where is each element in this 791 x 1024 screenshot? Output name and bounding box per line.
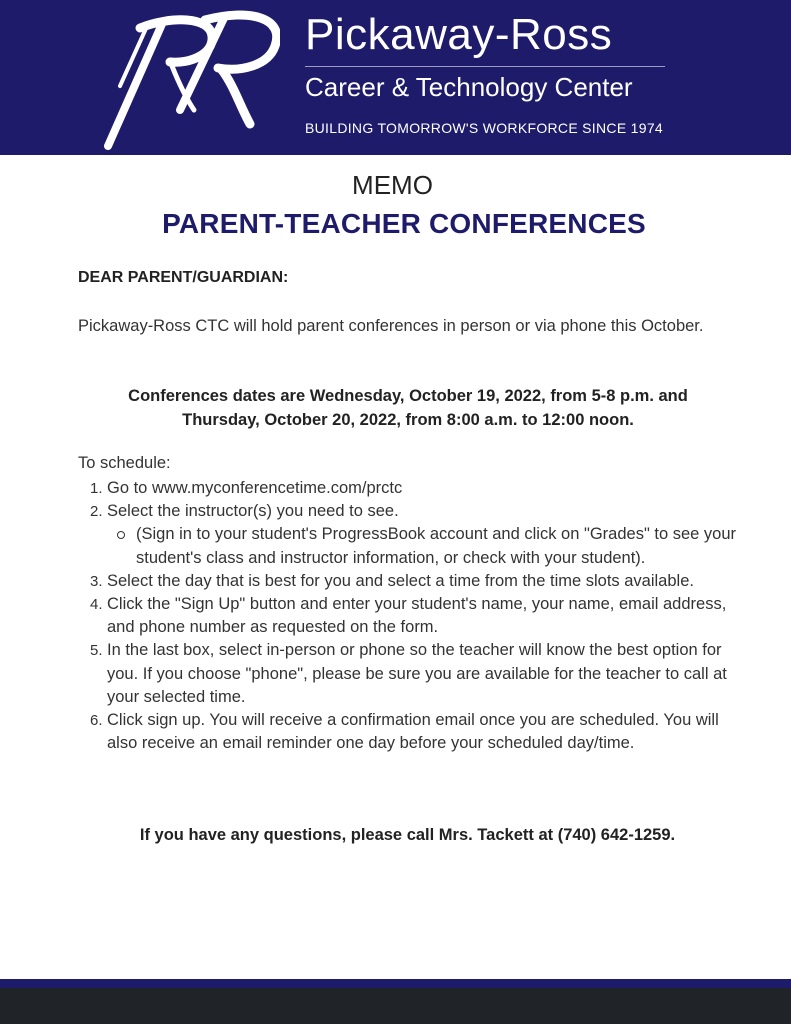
step-number: 2. [90, 503, 103, 521]
step-text: Click the "Sign Up" button and enter your student's name, your name, email address, and phone number as requested on the form. [107, 595, 727, 637]
circle-bullet-icon [117, 531, 125, 539]
step-text: Go to www.myconferencetime.com/prctc [107, 479, 403, 497]
step-number: 1. [90, 480, 103, 497]
list-item [90, 639, 737, 709]
intro-paragraph: Pickaway-Ross CTC will hold parent conferences in person or via phone this October. [78, 317, 704, 335]
greeting: DEAR PARENT/GUARDIAN: [78, 269, 289, 286]
step-text: In the last box, select in-person or phone so the teacher will know the best option for you. If you choose "phone", please be sure you are available for the teacher to call at your selected time. [107, 641, 727, 706]
list-item [90, 593, 737, 639]
header-banner [0, 0, 791, 155]
step-number: 3. [90, 572, 103, 590]
brand-divider [305, 66, 665, 67]
dates-line-1: Conferences dates are Wednesday, October 19, 2022, from 5-8 p.m. and [128, 387, 688, 405]
step-text: Click sign up. You will receive a confirmation email once you are scheduled. You will also receive an email reminder one day before your scheduled day/time. [107, 711, 719, 753]
conference-dates [78, 384, 738, 432]
step-number: 4. [90, 596, 103, 614]
schedule-label: To schedule: [78, 454, 171, 472]
list-item [90, 570, 737, 593]
org-subtitle: Career & Technology Center [305, 72, 633, 102]
footer-accent-band [0, 979, 791, 988]
sub-list [136, 523, 737, 569]
sub-list-item [136, 523, 737, 569]
step-text: Select the day that is best for you and select a time from the time slots available. [107, 571, 694, 590]
pr-logo-icon [100, 6, 280, 152]
list-item [90, 500, 737, 570]
list-item [90, 709, 737, 755]
page-title: PARENT-TEACHER CONFERENCES [162, 208, 646, 239]
list-item [90, 477, 737, 500]
dates-line-2: Thursday, October 20, 2022, from 8:00 a.m. to 12:00 noon. [182, 411, 634, 429]
step-number: 6. [90, 712, 103, 730]
footer-bar [0, 988, 791, 1024]
memo-label: MEMO [352, 170, 433, 200]
org-tagline: BUILDING TOMORROW'S WORKFORCE SINCE 1974 [305, 120, 663, 136]
org-name: Pickaway-Ross [305, 10, 613, 59]
schedule-steps [90, 477, 737, 755]
sub-step-text: (Sign in to your student's ProgressBook account and click on "Grades" to see your student's class and instructor information, or check with your student). [136, 525, 737, 567]
closing-line: If you have any questions, please call Mrs. Tackett at (740) 642-1259. [139, 826, 676, 844]
step-text: Select the instructor(s) you need to see. [107, 502, 399, 521]
step-number: 5. [90, 642, 103, 660]
